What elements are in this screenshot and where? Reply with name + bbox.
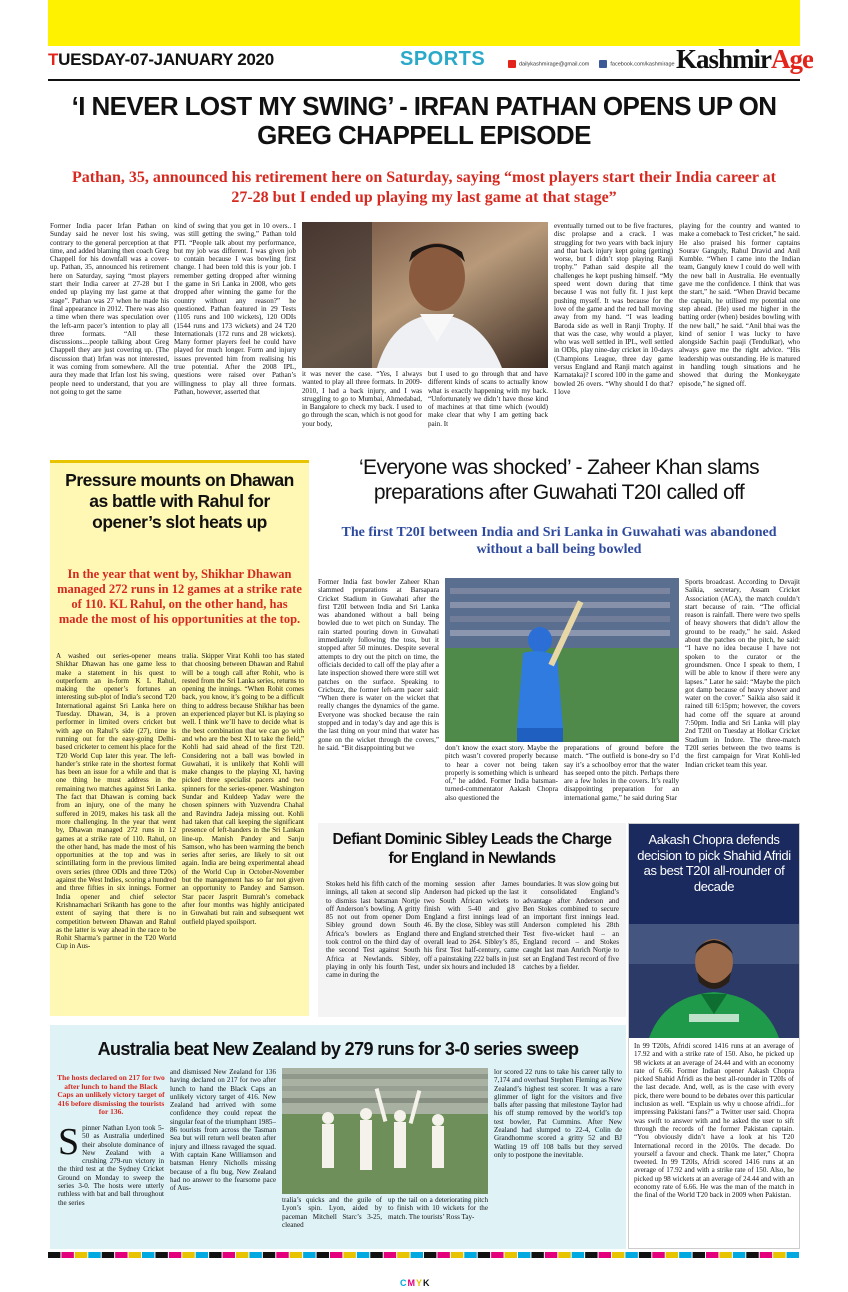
afridi-body: In 99 T20Is, Afridi scored 1416 runs at an average of 17.92 and with a strike rate of 150. Also, he picked up 98 wickets at an average of 24.44 and with an economy rate of 6.66. Former Indian opener Aakash Chopra picked Shahid Afridi as the best all-rounder in T20Is of the last decade. And, well, as is the case with every pick, there were bound to be debates over this particular inclusion as well. “Explain us why u choose afridi...for impressing Pakistani fans?” a Twitter user said. Chopra was swift to answer with and he asked the user to sift through the records of the former Pakistan captain. “You obviously didn’t have a look at his T20 International record in the 2010s. The decade. Do yourself a favour and check. Thank me later,” Chopra tweeted. In 99 T20Is, Afridi scored 1416 runs at an average of 17.92 and with a strike rate of 150. Also, he picked up 98 wickets at an average of 24.44 and with an economy rate of 6.66. He was the man of the match in the final of the World T20 back in 2009 when Pakistan. bbox=[634, 1042, 794, 1200]
email-text: dailykashmirage@gmail.com bbox=[519, 61, 590, 68]
bottom-color-bar bbox=[48, 1252, 800, 1258]
color-bar-segment bbox=[370, 1252, 382, 1258]
color-bar-segment bbox=[531, 1252, 543, 1258]
cmyk-marker bbox=[400, 1278, 431, 1288]
color-bar-segment bbox=[666, 1252, 678, 1258]
color-bar-segment bbox=[679, 1252, 691, 1258]
pathan-deck: Pathan, 35, announced his retirement here on Saturday, saying “most players start their India career at 27-28 but I ended up playing my last game at that stage” bbox=[72, 169, 776, 206]
zaheer-column-1: Former India fast bowler Zaheer Khan slammed preparations at Barsapara Cricket Stadium in Guwahati after the first T20I between India and Sri Lanka was abandoned without a ball being bowled due to wet pitch on Sunday. The rain started pouring down in Guwahati immediately following the toss, but it stopped after 50 minutes. Despite several attempts to dry out the pitch on time, the officials decided to call off the play after a late inspection showed there were still wet patches on the surface. Speaking to Cricbuzz, the former left-arm pacer said: “When there is water on the wicket that really changes the dynamics of the game. Everyone was shocked because the rain stopped and in today’s day and age this is the last thing on your mind that water has gone on the wicket through the covers,” he said. “Bit disappointing but we bbox=[318, 578, 439, 752]
facebook-text: facebook.com/kashmirage bbox=[610, 61, 675, 68]
dhawan-column-2: tralia. Skipper Virat Kohli too has stated that choosing between Dhawan and Rahul will be a tough call after Rohit, who is rested from the Sri Lanka series, returns to opening the innings. “When Rohit comes back, you know, it’s going to be a difficult thing to address because Shikhar has been an experienced player but KL is playing so well. I think we’ll have to decide what is the best combination that we can go with and who are the best XI to take the field,” Kohli had said ahead of the first T20. Considering not a ball was bowled in Guwahati, it is unlikely that Kohli will make changes to the playing XI, having picked three specialist pacers and two spinners for the series-opener. Washington Sundar and Kuldeep Yadav were the chosen spinners with Yuzvendra Chahal and Ravindra Jadeja missing out. Kohli had taken that call keeping the significant presence of left-handers in the Sri Lankan line-up. Manish Pandey and Sanju Samson, who has been warming the bench series after series, are likely to sit out again. India are being experimental ahead of the World Cup in October-November but the management has so far not given an opportunity to Pandey and Samson. Star pacer Jasprit Bumrah’s comeback after four months was highly anticipated in Guwahati but rain and subsequent wet outfield played spoilsport. bbox=[182, 652, 304, 926]
sibley-column-3: boundaries. It was slow going but it consolidated England’s advantage after Anderson and Ben Stokes combined to secure an important first innings lead. Anderson completed his 28th Test five-wicket haul – an England record – and Stokes caught last man Anrich Nortje to set an England Test record of five catches by a fielder. bbox=[523, 880, 619, 971]
color-bar-segment bbox=[787, 1252, 799, 1258]
zaheer-column-4: Sports broadcast. According to Devajit Saikia, secretary, Assam Cricket Association (ACA), the match couldn’t start because of rain. “The official reason is rainfall. There were two spells of heavy showers that didn’t allow the ground to be ready,” he said. Asked about the patches on the pitch, he said: “I have no idea because I have not spoken to the curator or the groundsmen. Once I speak to them, I will be able to know if there were any lapses.” Later he said: “Maybe the pitch got damp because of heavy shower and water on the cover.” Saikia also said it rained till 6:15pm; however, the covers had come off the square at around 7:50pm. India and Sri Lanka will play 2nd T20I on Tuesday at Holkar Cricket Stadium in Indore. The three-match T20I series between the two teams is the first campaign for Virat Kohli-led Indian cricket team this year. bbox=[685, 578, 800, 769]
color-bar-segment bbox=[760, 1252, 772, 1258]
email-icon bbox=[508, 60, 516, 68]
email-contact[interactable] bbox=[508, 60, 589, 68]
dhawan-headline: Pressure mounts on Dhawan as battle with Rahul for opener’s slot heats up bbox=[65, 470, 294, 532]
section-title: SPORTS bbox=[400, 48, 486, 70]
color-bar-segment bbox=[142, 1252, 154, 1258]
color-bar-segment bbox=[706, 1252, 718, 1258]
color-bar-segment bbox=[357, 1252, 369, 1258]
color-bar-segment bbox=[209, 1252, 221, 1258]
color-bar-segment bbox=[652, 1252, 664, 1258]
facebook-contact[interactable] bbox=[599, 60, 674, 68]
color-bar-segment bbox=[330, 1252, 342, 1258]
color-bar-segment bbox=[424, 1252, 436, 1258]
date-rest: UESDAY-07-JANUARY 2020 bbox=[58, 50, 274, 69]
color-bar-segment bbox=[169, 1252, 181, 1258]
color-bar-segment bbox=[599, 1252, 611, 1258]
zaheer-photo bbox=[445, 578, 679, 742]
australia-headline: Australia beat New Zealand by 279 runs for 3-0 series sweep bbox=[97, 1039, 579, 1059]
australia-dropcap: S bbox=[58, 1124, 80, 1163]
color-bar-segment bbox=[196, 1252, 208, 1258]
australia-photo bbox=[282, 1068, 488, 1194]
color-bar-segment bbox=[343, 1252, 355, 1258]
color-bar-segment bbox=[558, 1252, 570, 1258]
australia-column-3: tralia’s quicks and the guile of Lyon’s spin. Lyon, aided by paceman Mitchell Starc’s 3-25, cleaned bbox=[282, 1196, 382, 1229]
pathan-photo bbox=[302, 222, 548, 368]
edition-date bbox=[48, 50, 274, 70]
cmyk-k: K bbox=[423, 1278, 431, 1288]
color-bar-segment bbox=[411, 1252, 423, 1258]
color-bar-segment bbox=[451, 1252, 463, 1258]
australia-column-1 bbox=[58, 1124, 164, 1246]
color-bar-segment bbox=[773, 1252, 785, 1258]
newspaper-logo bbox=[676, 44, 813, 75]
color-bar-segment bbox=[61, 1252, 73, 1258]
color-bar-segment bbox=[155, 1252, 167, 1258]
australia-column-5: lor scored 22 runs to take his career tally to 7,174 and overhaul Stephen Fleming as New Zealand’s highest test scorer. It was a rare glimmer of light for the visitors and five balls after passing that milestone Taylor had his off stump removed by the world’s top test bowler, Pat Cummins. After New Zealand had slumped to 22-4, Colin de Grandhomme scored a gritty 52 and BJ Watling 19 off 108 balls but they served only to postpone the inevitable. bbox=[494, 1068, 622, 1159]
color-bar-segment bbox=[48, 1252, 60, 1258]
cmyk-c: C bbox=[400, 1278, 408, 1288]
australia-deck: The hosts declared on 217 for two after lunch to hand the Black Caps an unlikely victory target of 416 before dismissing the tourists for 136. bbox=[57, 1074, 165, 1117]
color-bar-segment bbox=[223, 1252, 235, 1258]
color-bar-segment bbox=[545, 1252, 557, 1258]
date-initial: T bbox=[48, 50, 59, 69]
color-bar-segment bbox=[585, 1252, 597, 1258]
sibley-headline: Defiant Dominic Sibley Leads the Charge for England in Newlands bbox=[332, 831, 612, 867]
afridi-photo bbox=[629, 924, 799, 1038]
pathan-headline: ‘I NEVER LOST MY SWING’ - IRFAN PATHAN OPENS UP ON GREG CHAPPELL EPISODE bbox=[71, 92, 777, 150]
color-bar-segment bbox=[518, 1252, 530, 1258]
australia-column-1-text: pinner Nathan Lyon took 5-50 as Australia underlined their absolute dominance of New Zealand with a crushing 279-run victory in the third test at the Sydney Cricket Ground on Monday to sweep the series 3-0. The hosts were utterly ruthless with bat and ball throughout the series bbox=[58, 1124, 164, 1207]
masthead-rule bbox=[48, 79, 800, 81]
contact-info bbox=[508, 60, 675, 68]
color-bar-segment bbox=[464, 1252, 476, 1258]
color-bar-segment bbox=[746, 1252, 758, 1258]
zaheer-headline: ‘Everyone was shocked’ - Zaheer Khan slams preparations after Guwahati T20I called off bbox=[358, 456, 760, 504]
cricket-celebration-image bbox=[282, 1068, 488, 1194]
color-bar-segment bbox=[276, 1252, 288, 1258]
pathan-column-3: it was never the case. “Yes, I always wanted to play all three formats. In 2009-2010, I had a back injury, and I was struggling to go to Mumbai, Ahmedabad, in Bangalore to check my back. I used to go through the scan, which is not good for your body, bbox=[302, 370, 422, 428]
pathan-column-6: playing for the country and wanted to make a comeback to Test cricket,” he said. He also praised his former captains Sourav Ganguly, Rahul Dravid and Anil Kumble. “When I came into the Indian team, Ganguly knew I could do well with the new ball in Australia. He eventually gave me the confidence. I think that was the start,” he said. “When Dravid became the captain, he utilised my potential one step ahead. (He) used me higher in the batting order (when) besides bowling with the new ball,” he said. “Anil bhai was the kind of senior I was lucky to have alongside Sachin paaji (Tendulkar), who always gave me the right advice. “His leadership was outstanding. He is matured in handling tough situations and he showed that during the Monkeygate episode,” he signed off. bbox=[679, 222, 800, 388]
pathan-column-1: Former India pacer Irfan Pathan on Sunday said he never lost his swing, contrary to the general perception at that time, and added blaming then coach Greg Chappell for his downfall was a cover-up. Pathan, 35, announced his retirement here on Saturday, saying “most players start their India career at 27-28 but I ended up playing my last game at that stage”. Pathan was 27 when he made his final appearance in 2012. There was also a time when there was speculation over the left-arm pacer’s intention to play all three formats. “All these discussions....people talking about Greg Chappell they are just covering up. (The discussion that) Irfan was not interested, it was coming from somewhere. All the aura they made that Irfan lost his swing, people need to understand, that you are not going to get the same bbox=[50, 222, 169, 396]
dhawan-deck: In the year that went by, Shikhar Dhawan managed 272 runs in 12 games at a strike rate of 110. KL Rahul, on the other hand, has made the most of his opportunities at the top. bbox=[57, 567, 302, 626]
logo-kashmir: Kashmir bbox=[676, 44, 772, 74]
color-bar-segment bbox=[290, 1252, 302, 1258]
color-bar-segment bbox=[478, 1252, 490, 1258]
color-bar-segment bbox=[397, 1252, 409, 1258]
color-bar-segment bbox=[317, 1252, 329, 1258]
facebook-icon bbox=[599, 60, 607, 68]
logo-age: Age bbox=[771, 44, 813, 74]
zaheer-deck: The first T20I between India and Sri Lanka in Guwahati was abandoned without a ball being bowled bbox=[341, 525, 777, 557]
color-bar-segment bbox=[129, 1252, 141, 1258]
cmyk-m: M bbox=[407, 1278, 416, 1288]
dhawan-column-1: A washed out series-opener means Shikhar Dhawan has one game less to make a statement in his quest to outperform an in-form K L Rahul, making the opener’s fortunes an interesting sub-plot of India’s second T20 International against Sri Lanka here on Tuesday. Dhawan, 34, is a proven performer in limited overs cricket but with age on Rahul’s side (27), time is running out for the easy-going Delhi-based cricketer to cement his place for the T20 World Cup later this year. The left-hander’s strike rate in the shortest format has been an issue for a while and that is one thing he must address in the remaining two matches against Sri Lanka. The fact that Dhawan is coming back from an injury, one of the many he suffered in 2019, makes his task all the more challenging. In the year that went by, Dhawan managed 272 runs in 12 games at a strike rate of 110. Rahul, on the other hand, has made the most of his opportunities at the top and was in scintillating form in the previous limited overs series (three ODIs and three T20s) against the West Indies, scoring a hundred and three fifties in six innings. Former India opener and chief selector Krishnamachari Srikanth has gone to the extent of saying that there is no competition between Dhawan and Rahul as the latter is way ahead in the race to be Rohit Sharma’s partner in the T20 World Cup in Aus- bbox=[56, 652, 176, 951]
color-bar-segment bbox=[115, 1252, 127, 1258]
pathan-column-5: eventually turned out to be five fractures, disc prolapse and a crack. I was struggling for two years with back injury and that back injury kept going (getting) worse, but I didn’t stop playing Ranji trophy.” Pathan said despite all the challenges he kept pushing himself. “My speed went down during that time because I was not fully fit. I just kept pushing myself. It was because for the love of the game and the red ball moving away from my hand. “I was leading Baroda side as well in Ranji Trophy. If that was the case, why would a player, who was well settled in IPL, well settled in ODIs, play nine-day cricket in 10-days (Champions League, three day game versus England and Ranji match against Karnataka)? I scored 100 in the game and bowled 26 overs. “Why should I do that? I love bbox=[554, 222, 673, 396]
color-bar-segment bbox=[625, 1252, 637, 1258]
cricket-stadium-image bbox=[445, 578, 679, 742]
zaheer-column-2: don’t know the exact story. Maybe the pitch wasn’t covered properly because to hear a cover not being taken properly is something which is unheard of,” he added. Former India batsman-turned-commentator Aakash Chopra also questioned the bbox=[445, 744, 558, 802]
color-bar-segment bbox=[102, 1252, 114, 1258]
masthead-yellow-bar bbox=[48, 0, 800, 46]
color-bar-segment bbox=[263, 1252, 275, 1258]
sibley-column-1: Stokes held his fifth catch of the innings, all taken at second slip to dismiss last batsman Nortje off Anderson’s bowling. A gritty 85 not out from opener Dom Sibley ground down South Africa’s bowlers as England took control on the third day of the second Test against South Africa at Newlands. Sibley, playing in only his fourth Test, came in during the bbox=[326, 880, 420, 980]
color-bar-segment bbox=[693, 1252, 705, 1258]
color-bar-segment bbox=[75, 1252, 87, 1258]
zaheer-column-3: preparations of ground before the match. “The outfield is bone-dry so I’d say it’s a schoolboy error that the water has seeped onto the pitch. Perhaps there are a few holes in the covers. It’s really disappointing preparation for an international game,” he said during Star bbox=[564, 744, 679, 802]
color-bar-segment bbox=[303, 1252, 315, 1258]
color-bar-segment bbox=[384, 1252, 396, 1258]
color-bar-segment bbox=[719, 1252, 731, 1258]
color-bar-segment bbox=[639, 1252, 651, 1258]
pathan-portrait-image bbox=[302, 222, 548, 368]
color-bar-segment bbox=[505, 1252, 517, 1258]
color-bar-segment bbox=[572, 1252, 584, 1258]
cmyk-y: Y bbox=[416, 1278, 424, 1288]
color-bar-segment bbox=[249, 1252, 261, 1258]
pathan-column-2: kind of swing that you get in 10 overs.. I was still getting the swing,” Pathan told PTI. “People talk about my performance, but my job was different. I was given job to contain because I was bowling first change. I had been told this is your job. I remember getting dropped after winning the game in Sri Lanka in 2008, who gets dropped after winning the game for the country without any reason?” he questioned. Pathan featured in 29 Tests (1105 runs and 100 wickets), 120 ODIs (1544 runs and 173 wickets) and 24 T20 Internationals (172 runs and 28 wickets). Many former players feel he could have played for much longer. Form and injury issues prevented him from realising his true potential. After the 2008 IPL, questions were raised over Pathan’s willingness to play all three formats. Pathan, however, asserted that bbox=[174, 222, 296, 396]
color-bar-segment bbox=[733, 1252, 745, 1258]
color-bar-segment bbox=[612, 1252, 624, 1258]
afridi-headline: Aakash Chopra defends decision to pick Shahid Afridi as best T20I all-rounder of decade bbox=[637, 832, 791, 894]
pathan-column-4: but I used to go through that and have different kinds of scans to actually know what is exactly happening with my back. “Unfortunately we didn’t have those kind of machines at that time which (would) make clear that why I am getting back pain. It bbox=[428, 370, 548, 428]
color-bar-segment bbox=[491, 1252, 503, 1258]
color-bar-segment bbox=[437, 1252, 449, 1258]
color-bar-segment bbox=[182, 1252, 194, 1258]
afridi-portrait-image bbox=[629, 924, 799, 1038]
color-bar-segment bbox=[236, 1252, 248, 1258]
color-bar-segment bbox=[88, 1252, 100, 1258]
australia-column-2: and dismissed New Zealand for 136 having declared on 217 for two after lunch to hand the Black Caps an unlikely victory target of 416. New Zealand had arrived with some confidence they could repeat the singular feat of the triumphant 1985–86 tourists from across the Tasman Sea but will return well beaten after injury and illness ravaged the squad. With captain Kane Williamson and batsman Henry Nicholls missing because of a flu bug, New Zealand had no answer to the fearsome pace of Aus- bbox=[170, 1068, 276, 1193]
sibley-column-2: morning session after James Anderson had picked up the last two South African wickets to finish with 5-40 and give England a first innings lead of 46. By the close, Sibley was still there and England stretched their overall lead to 264. Sibley’s 85, his first Test half-century, came off a painstaking 222 balls in just under six hours and included 18 bbox=[424, 880, 519, 971]
australia-column-4: up the tail on a deteriorating pitch to finish with 10 wickets for the match. The tourists’ Ross Tay- bbox=[388, 1196, 488, 1221]
